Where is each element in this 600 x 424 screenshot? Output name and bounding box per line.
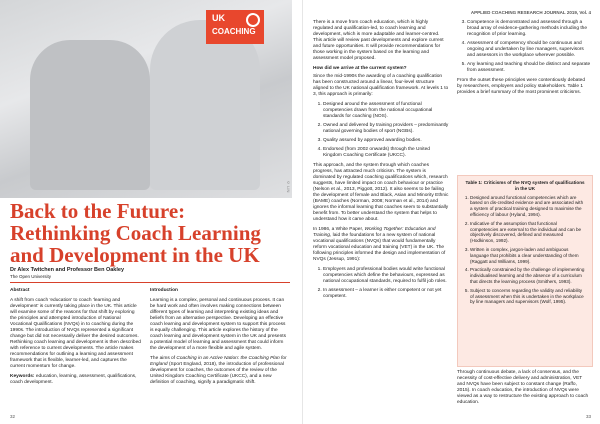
approach-list [313, 102, 449, 159]
intro-column [150, 288, 288, 390]
p4-start: In 1986, a White Paper, [313, 227, 365, 232]
keywords-label: Keywords: [10, 374, 35, 379]
table-item: 3. Written in complex, jargon-laden and ambiguous language that prohibits a clear understanding of them (Raggatt and Williams, 1999). [470, 247, 586, 264]
intro-paragraph-2 [150, 356, 288, 386]
cover-photo [0, 0, 292, 198]
right-column-b [457, 20, 591, 100]
right-column-a [313, 20, 449, 304]
section-question: How did we arrive at the current system? [313, 66, 407, 71]
intro-p2-end: (Sport England, 2018), the introduction of professional development for coaches, the outcomes of the review of the United Kingdom Coaching Certificate (UKCC), and a new definition of coaching, signify a paradigmatic shift. [150, 362, 284, 385]
p4-end: , laid the foundations for a new system of national vocational qualifications (NVQs) that would fundamentally reform vocational education and training (VET) in the UK. The following principles informed the design and implementation of NVQs (Jessup, 1991): [313, 233, 446, 262]
principles-list [313, 267, 449, 300]
left-page [0, 0, 296, 424]
col-a-paragraph-2: Since the mid-1990s the awarding of a coaching qualification has been constructed around a linear, four-level structure aligned to the UK national qualification framework. At levels 1 to 3, this approach is primarily: [313, 74, 449, 97]
col-a-paragraph-1: There is a move from coach education, which is highly regulated and qualification-led, to coach learning and development, which is more adaptable and learner-centred. This article will review past developments and explore current and future opportunities. It will provide recommendations for those working in the system based on the learning and assessment model proposed. [313, 20, 444, 61]
table-list [458, 195, 592, 306]
title-rule [10, 282, 290, 283]
intro-p2-italic: Coaching in an Active Nation: the Coaching Plan for England [150, 356, 287, 367]
table-item: 2. Indicative of the assumption that functional competencies are external to the individual and can be objectively discovered, defined and measured (Hodkinson, 1992). [470, 221, 586, 244]
list-item: 5. Any learning and teaching should be distinct and separate from assessment. [467, 62, 591, 74]
journal-header: APPLIED COACHING RESEARCH JOURNAL 2019, Vol. 4 [470, 10, 591, 15]
p4-italic: Working Together: Education and Training [313, 227, 436, 238]
col-a-paragraph-4 [313, 227, 449, 263]
intro-heading: Introduction [150, 288, 178, 293]
abstract-column [10, 288, 142, 390]
table-item: 1. Designed around functional competencies which are based on dis-credited evidence and are associated with a system of practical training designed to maximise the efficiency of labour (Hyland, 1994). [470, 195, 586, 218]
abstract-heading: Abstract [10, 288, 30, 293]
col-b-paragraph-2: Through continuous debate, a lack of consensus, and the necessity of cost-effective delivery and administration, VET and NVQs have been subject to constant change (Raffo, 2015). In coach education, the introduction of NVQs were viewed as a way to restructure the existing approach to coach education. [457, 370, 589, 405]
list-item: 4. Endorsed (from 2002 onwards) through the United Kingdom Coaching Certificate (UKCC). [323, 147, 449, 159]
page-number-left: 32 [10, 414, 16, 419]
criticisms-table [457, 175, 593, 367]
list-item: 1. Employers and professional bodies would write functional competencies which define the behaviours, expressed as national occupational standards, required to fulfil job roles. [323, 267, 449, 285]
affiliation: The Open University [10, 274, 52, 279]
intro-paragraph-1: Learning is a complex, personal and continuous process. It can be hard work and often involves making connections between different types of learning and interpreting existing ideas and beliefs from an alternative perspective. Developing an effective coach learning and development system to support this process is equally challenging. This article explores the history of the coach learning and development system in the UK and presents a potential model of learning and assessment that could inform the development of a more flexible and agile system. [150, 298, 286, 351]
right-page [302, 0, 600, 424]
logo-line1: UK [212, 13, 225, 23]
principles-list-continued [457, 20, 591, 74]
intro-p2-start: The aims of [150, 356, 177, 361]
article-title: Back to the Future: Rethinking Coach Learning and Development in the UK [10, 199, 261, 267]
logo-line2: COACHING [212, 27, 256, 36]
table-title: Table 1: Criticisms of the NVQ system of qualifications in the UK [465, 180, 585, 191]
list-item: 1. Designed around the assessment of functional competencies drawn from the national occupational standards for coaching (NOS). [323, 102, 449, 120]
table-item: 4. Practically constrained by the challenge of implementing individualised learning and the absence of a curriculum that directs the learning process (Smithers, 1993). [470, 267, 586, 284]
list-item: 2. In assessment – a learner is either competent or not yet competent. [323, 288, 449, 300]
abstract-text: A shift from coach 'education' to coach 'learning and development' is currently taking place in the UK. This article will examine some of the reasons for that shift by exploring the principles and attempted introduction of National Vocational Qualifications (NVQs) in to coaching during the 1990s. The introduction of NVQs represented a significant change but did not necessarily deliver the desired outcomes. Rethinking coach learning and development is then described with reference to current developments. The article makes recommendations for outlining a learning and assessment framework that is flexible, learner-led, and captures the current momentum for change. [10, 298, 141, 369]
list-item: 4. Assessment of competency should be continuous and ongoing and undertaken by line managers, supervisors and assessors in the workplace wherever possible. [467, 41, 591, 59]
photo-figure [150, 20, 260, 190]
uk-coaching-logo [206, 10, 264, 44]
authors: Dr Alex Twitchen and Professor Ben Oakley [10, 267, 125, 273]
col-b-paragraph-1: From the outset these principles were contentiously debated by researchers, employers and policy stakeholders. Table 1 provides a brief summary of the most prominent criticisms. [457, 78, 585, 95]
list-item: 3. Competence is demonstrated and assessed through a broad array of evidence-gathering methods including the recognition of prior learning. [467, 20, 591, 38]
keywords-text: education, learning, assessment, qualifications, coach development. [10, 374, 137, 385]
logo-mark-icon [246, 13, 260, 27]
page-number-right: 33 [585, 414, 591, 419]
photo-credit: © LIN [286, 180, 291, 193]
list-item: 2. Owned and delivered by training providers – predominantly national governing bodies of sport (NGBs). [323, 123, 449, 135]
list-item: 3. Quality assured by approved awarding bodies. [323, 138, 449, 144]
table-item: 5. Subject to concerns regarding the validity and reliability of assessment when this is undertaken in the workplace by line managers and supervisors (Wolf, 1995). [470, 288, 586, 305]
col-a-paragraph-3: This approach, and the system through which coaches progress, has attracted much criticism. The system is dominated by regulated coaching qualifications which, research suggests, have limited impact on coach behaviour or practice (Nelson et al., 2013, Piggott, 2012). It also seems to be failing the development of female and Black, Asian and Minority Ethnic (BAME) coaches (Norman, 2008; Norman et al., 2014) and ignores the informal learning that coaches seem to substantially benefit from. To better understand the system that helps to understand how it came about. [313, 163, 449, 222]
photo-figure [30, 40, 150, 190]
